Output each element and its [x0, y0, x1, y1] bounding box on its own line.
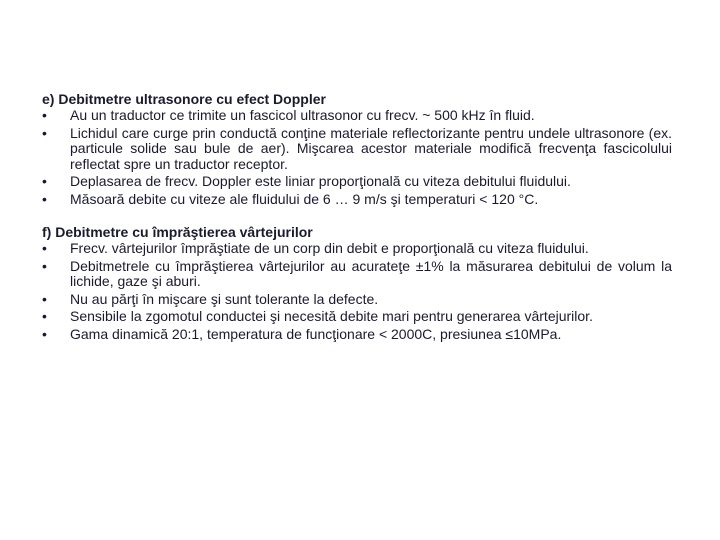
section-vortex — [42, 224, 672, 342]
bullet-icon: • — [42, 257, 47, 274]
list-item — [42, 108, 672, 124]
list-item — [42, 327, 672, 343]
bullet-icon: • — [42, 173, 47, 189]
list-item — [42, 309, 672, 325]
list-item — [42, 126, 672, 173]
bullet-icon: • — [42, 290, 47, 307]
bullet-icon: • — [42, 107, 47, 123]
list-item-text: Lichidul care curge prin conductă conţine materiale reflectorizante pentru undele ultrasonore (ex. particule solide sau bule de aer). Mişcarea acestor materiale modifică frecvenţa fascicolului reflectat spre un traductor receptor. — [70, 124, 672, 172]
list-item-text: Au un traductor ce trimite un fascicol ultrasonor cu frecv. ~ 500 kHz în fluid. — [70, 107, 535, 123]
bullet-icon: • — [42, 124, 47, 141]
bullet-icon: • — [42, 240, 47, 256]
section-heading-vortex: f) Debitmetre cu împrăştierea vârtejurilor — [42, 224, 313, 240]
list-item — [42, 259, 672, 290]
section-heading-doppler: e) Debitmetre ultrasonore cu efect Doppler — [42, 91, 326, 107]
section-doppler — [42, 91, 672, 207]
list-item — [42, 192, 672, 208]
bullet-icon: • — [42, 308, 47, 324]
list-item-text: Frecv. vârtejurilor împrăştiate de un corp din debit e proporţională cu viteza fluidului. — [70, 240, 589, 256]
list-item — [42, 292, 672, 308]
bullet-icon: • — [42, 325, 47, 342]
list-item-text: Deplasarea de frecv. Doppler este liniar proporţională cu viteza debitului fluidului. — [70, 173, 571, 189]
bullet-list-vortex — [42, 241, 672, 342]
list-item-text: Gama dinamică 20:1, temperatura de funcţionare < 2000C, presiunea ≤10MPa. — [70, 325, 562, 342]
list-item-text: Debitmetrele cu împrăştierea vârtejurilor au acurateţe ±1% la măsurarea debitului de volum la lichide, gaze şi aburi. — [70, 257, 672, 289]
list-item-text: Sensibile la zgomotul conductei şi necesită debite mari pentru generarea vârtejurilor. — [70, 308, 593, 324]
bullet-list-doppler — [42, 108, 672, 207]
bullet-icon: • — [42, 190, 47, 207]
list-item-text: Măsoară debite cu viteze ale fluidului de 6 … 9 m/s şi temperaturi < 120 °C. — [70, 190, 539, 207]
list-item — [42, 241, 672, 257]
slide-content — [42, 91, 672, 359]
list-item-text: Nu au părţi în mişcare şi sunt tolerante la defecte. — [70, 290, 379, 307]
list-item — [42, 174, 672, 190]
